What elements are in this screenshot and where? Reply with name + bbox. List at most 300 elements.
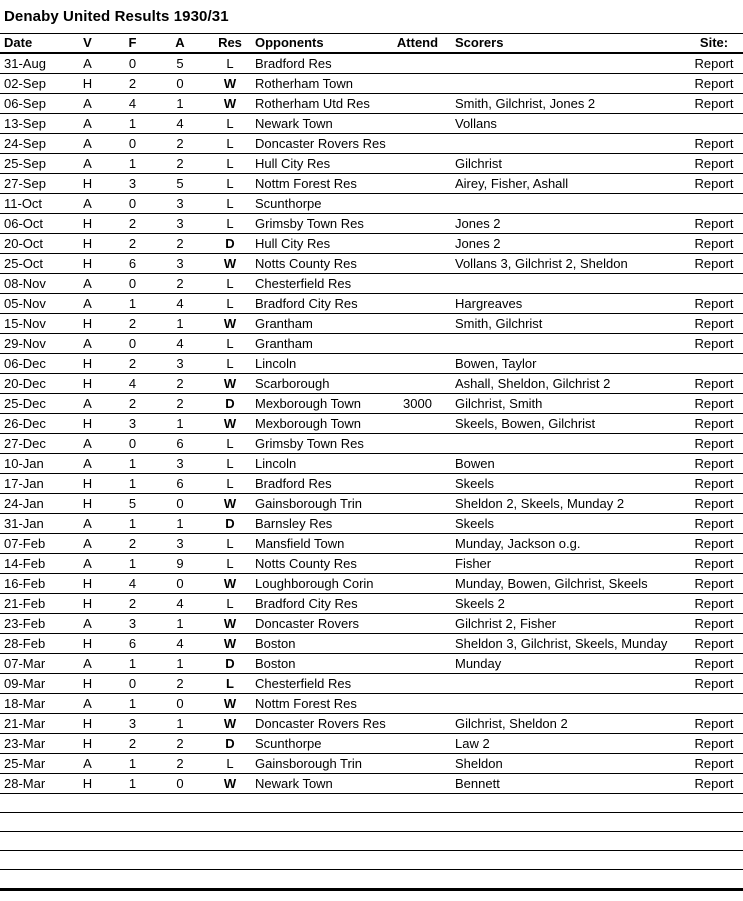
table-row (0, 134, 743, 154)
cell-goals-against: 9 (150, 554, 210, 574)
cell-venue: A (60, 134, 115, 154)
cell-result: L (210, 334, 250, 354)
cell-venue: A (60, 554, 115, 574)
cell-opponent: Bradford Res (250, 53, 390, 74)
empty-table-row (0, 813, 743, 832)
report-link[interactable]: Report (685, 434, 743, 454)
cell-result: W (210, 374, 250, 394)
cell-scorers: Skeels (445, 514, 685, 534)
cell-goals-for: 0 (115, 274, 150, 294)
cell-goals-for: 1 (115, 454, 150, 474)
table-row (0, 634, 743, 654)
report-link (685, 114, 743, 134)
cell-goals-against: 3 (150, 454, 210, 474)
cell-attendance (390, 114, 445, 134)
cell-scorers: Ashall, Sheldon, Gilchrist 2 (445, 374, 685, 394)
cell-attendance (390, 654, 445, 674)
cell-scorers: Law 2 (445, 734, 685, 754)
cell-opponent: Bradford City Res (250, 594, 390, 614)
empty-cell (0, 794, 743, 813)
cell-goals-for: 2 (115, 594, 150, 614)
cell-goals-against: 2 (150, 234, 210, 254)
cell-goals-against: 2 (150, 674, 210, 694)
cell-result: L (210, 354, 250, 374)
cell-attendance (390, 554, 445, 574)
cell-result: L (210, 534, 250, 554)
cell-venue: H (60, 634, 115, 654)
cell-result: L (210, 594, 250, 614)
cell-date: 16-Feb (0, 574, 60, 594)
cell-goals-for: 1 (115, 774, 150, 794)
cell-date: 31-Aug (0, 53, 60, 74)
report-link[interactable]: Report (685, 454, 743, 474)
cell-goals-against: 3 (150, 254, 210, 274)
cell-result: W (210, 774, 250, 794)
report-link[interactable]: Report (685, 494, 743, 514)
cell-result: L (210, 174, 250, 194)
cell-opponent: Gainsborough Trin (250, 754, 390, 774)
empty-cell (0, 832, 743, 851)
cell-goals-against: 4 (150, 594, 210, 614)
cell-attendance (390, 134, 445, 154)
cell-opponent: Grimsby Town Res (250, 434, 390, 454)
results-table-body (0, 53, 743, 890)
cell-goals-for: 2 (115, 214, 150, 234)
cell-attendance (390, 674, 445, 694)
cell-date: 28-Mar (0, 774, 60, 794)
report-link[interactable]: Report (685, 334, 743, 354)
cell-goals-against: 2 (150, 134, 210, 154)
cell-venue: A (60, 274, 115, 294)
cell-result: W (210, 314, 250, 334)
cell-opponent: Grimsby Town Res (250, 214, 390, 234)
cell-scorers: Gilchrist, Smith (445, 394, 685, 414)
cell-attendance (390, 74, 445, 94)
table-row (0, 614, 743, 634)
cell-goals-for: 2 (115, 314, 150, 334)
cell-goals-for: 6 (115, 254, 150, 274)
report-link[interactable]: Report (685, 314, 743, 334)
cell-goals-against: 5 (150, 174, 210, 194)
cell-attendance (390, 534, 445, 554)
cell-goals-against: 5 (150, 53, 210, 74)
cell-scorers: Munday, Bowen, Gilchrist, Skeels (445, 574, 685, 594)
cell-goals-for: 1 (115, 654, 150, 674)
cell-scorers (445, 53, 685, 74)
table-row (0, 354, 743, 374)
cell-goals-against: 2 (150, 754, 210, 774)
table-row (0, 194, 743, 214)
report-link[interactable]: Report (685, 754, 743, 774)
cell-date: 23-Feb (0, 614, 60, 634)
cell-goals-against: 2 (150, 394, 210, 414)
table-row (0, 554, 743, 574)
cell-result: L (210, 154, 250, 174)
report-link[interactable]: Report (685, 714, 743, 734)
cell-attendance (390, 494, 445, 514)
cell-attendance (390, 434, 445, 454)
cell-goals-against: 0 (150, 74, 210, 94)
table-row (0, 574, 743, 594)
table-row (0, 774, 743, 794)
report-link[interactable]: Report (685, 674, 743, 694)
cell-goals-against: 4 (150, 294, 210, 314)
report-link[interactable]: Report (685, 594, 743, 614)
table-row (0, 154, 743, 174)
cell-goals-for: 0 (115, 53, 150, 74)
table-row (0, 694, 743, 714)
cell-attendance (390, 734, 445, 754)
cell-result: L (210, 294, 250, 314)
cell-opponent: Rotherham Utd Res (250, 94, 390, 114)
cell-date: 21-Mar (0, 714, 60, 734)
table-row (0, 254, 743, 274)
report-link[interactable]: Report (685, 214, 743, 234)
cell-result: L (210, 134, 250, 154)
cell-result: L (210, 274, 250, 294)
cell-result: W (210, 94, 250, 114)
report-link[interactable]: Report (685, 474, 743, 494)
cell-goals-for: 3 (115, 614, 150, 634)
column-header-venue: V (60, 34, 115, 54)
report-link[interactable]: Report (685, 134, 743, 154)
cell-attendance (390, 214, 445, 234)
cell-goals-against: 1 (150, 514, 210, 534)
cell-goals-for: 1 (115, 554, 150, 574)
cell-opponent: Lincoln (250, 354, 390, 374)
cell-goals-for: 4 (115, 574, 150, 594)
cell-scorers: Sheldon (445, 754, 685, 774)
cell-venue: A (60, 754, 115, 774)
cell-scorers: Munday, Jackson o.g. (445, 534, 685, 554)
cell-date: 13-Sep (0, 114, 60, 134)
cell-scorers (445, 434, 685, 454)
cell-date: 27-Sep (0, 174, 60, 194)
cell-goals-against: 3 (150, 194, 210, 214)
report-link[interactable]: Report (685, 234, 743, 254)
cell-result: L (210, 194, 250, 214)
cell-opponent: Notts County Res (250, 554, 390, 574)
cell-opponent: Bradford City Res (250, 294, 390, 314)
table-row (0, 674, 743, 694)
cell-venue: A (60, 654, 115, 674)
column-header-attend: Attend (390, 34, 445, 54)
cell-goals-against: 4 (150, 334, 210, 354)
cell-opponent: Gainsborough Trin (250, 494, 390, 514)
cell-goals-for: 4 (115, 94, 150, 114)
cell-date: 24-Jan (0, 494, 60, 514)
cell-goals-against: 0 (150, 694, 210, 714)
report-link[interactable]: Report (685, 734, 743, 754)
cell-result: L (210, 674, 250, 694)
table-row (0, 514, 743, 534)
column-header-opponents: Opponents (250, 34, 390, 54)
cell-venue: H (60, 254, 115, 274)
cell-scorers (445, 194, 685, 214)
report-link[interactable]: Report (685, 774, 743, 794)
cell-venue: H (60, 354, 115, 374)
cell-venue: H (60, 314, 115, 334)
cell-opponent: Chesterfield Res (250, 274, 390, 294)
cell-goals-for: 0 (115, 334, 150, 354)
cell-goals-for: 2 (115, 734, 150, 754)
cell-venue: A (60, 614, 115, 634)
cell-result: W (210, 614, 250, 634)
table-row (0, 314, 743, 334)
empty-cell (0, 851, 743, 870)
cell-date: 25-Sep (0, 154, 60, 174)
cell-date: 09-Mar (0, 674, 60, 694)
cell-result: L (210, 53, 250, 74)
cell-date: 17-Jan (0, 474, 60, 494)
cell-opponent: Loughborough Corin (250, 574, 390, 594)
table-row (0, 594, 743, 614)
cell-scorers: Vollans (445, 114, 685, 134)
cell-attendance (390, 694, 445, 714)
cell-scorers: Sheldon 2, Skeels, Munday 2 (445, 494, 685, 514)
cell-goals-for: 1 (115, 694, 150, 714)
column-header-scorers: Scorers (445, 34, 685, 54)
cell-goals-against: 2 (150, 374, 210, 394)
cell-scorers (445, 134, 685, 154)
cell-result: W (210, 714, 250, 734)
cell-result: W (210, 694, 250, 714)
table-row (0, 174, 743, 194)
cell-goals-against: 0 (150, 774, 210, 794)
report-link[interactable]: Report (685, 654, 743, 674)
cell-goals-against: 2 (150, 274, 210, 294)
cell-date: 06-Oct (0, 214, 60, 234)
cell-venue: A (60, 454, 115, 474)
cell-scorers: Smith, Gilchrist (445, 314, 685, 334)
cell-venue: H (60, 594, 115, 614)
cell-date: 21-Feb (0, 594, 60, 614)
cell-venue: A (60, 534, 115, 554)
cell-scorers: Fisher (445, 554, 685, 574)
cell-result: L (210, 554, 250, 574)
empty-cell (0, 870, 743, 890)
cell-goals-against: 4 (150, 634, 210, 654)
table-row (0, 74, 743, 94)
cell-opponent: Doncaster Rovers Res (250, 714, 390, 734)
cell-date: 28-Feb (0, 634, 60, 654)
cell-opponent: Grantham (250, 334, 390, 354)
page-title: Denaby United Results 1930/31 (4, 8, 229, 25)
empty-table-row (0, 794, 743, 813)
cell-goals-for: 1 (115, 154, 150, 174)
table-row (0, 214, 743, 234)
report-link[interactable]: Report (685, 514, 743, 534)
cell-goals-for: 0 (115, 674, 150, 694)
cell-goals-for: 2 (115, 354, 150, 374)
table-row (0, 494, 743, 514)
cell-opponent: Boston (250, 634, 390, 654)
cell-opponent: Scunthorpe (250, 734, 390, 754)
cell-date: 25-Dec (0, 394, 60, 414)
cell-opponent: Nottm Forest Res (250, 174, 390, 194)
cell-scorers: Skeels 2 (445, 594, 685, 614)
report-link[interactable]: Report (685, 534, 743, 554)
cell-opponent: Scunthorpe (250, 194, 390, 214)
header-row (0, 34, 743, 54)
cell-attendance (390, 414, 445, 434)
cell-opponent: Newark Town (250, 774, 390, 794)
cell-attendance (390, 274, 445, 294)
cell-date: 07-Feb (0, 534, 60, 554)
cell-venue: H (60, 74, 115, 94)
report-link[interactable]: Report (685, 174, 743, 194)
report-link (685, 694, 743, 714)
cell-scorers: Hargreaves (445, 294, 685, 314)
table-row (0, 394, 743, 414)
cell-scorers (445, 334, 685, 354)
cell-result: D (210, 654, 250, 674)
cell-scorers: Skeels (445, 474, 685, 494)
cell-attendance (390, 254, 445, 274)
table-row (0, 53, 743, 74)
cell-result: D (210, 514, 250, 534)
cell-opponent: Boston (250, 654, 390, 674)
cell-goals-against: 6 (150, 434, 210, 454)
cell-goals-for: 1 (115, 754, 150, 774)
cell-attendance (390, 774, 445, 794)
cell-date: 20-Dec (0, 374, 60, 394)
cell-result: D (210, 394, 250, 414)
cell-opponent: Barnsley Res (250, 514, 390, 534)
cell-venue: A (60, 434, 115, 454)
report-link[interactable]: Report (685, 554, 743, 574)
cell-opponent: Scarborough (250, 374, 390, 394)
report-link[interactable]: Report (685, 414, 743, 434)
cell-opponent: Bradford Res (250, 474, 390, 494)
cell-date: 05-Nov (0, 294, 60, 314)
column-header-result: Res (210, 34, 250, 54)
cell-attendance (390, 454, 445, 474)
cell-date: 06-Dec (0, 354, 60, 374)
report-link (685, 194, 743, 214)
report-link[interactable]: Report (685, 394, 743, 414)
report-link (685, 274, 743, 294)
cell-goals-for: 0 (115, 134, 150, 154)
cell-attendance (390, 374, 445, 394)
cell-attendance (390, 94, 445, 114)
report-link[interactable]: Report (685, 374, 743, 394)
cell-attendance (390, 714, 445, 734)
empty-table-row (0, 851, 743, 870)
report-link[interactable]: Report (685, 614, 743, 634)
cell-goals-for: 0 (115, 194, 150, 214)
report-link[interactable]: Report (685, 94, 743, 114)
cell-opponent: Chesterfield Res (250, 674, 390, 694)
cell-result: L (210, 214, 250, 234)
cell-venue: A (60, 694, 115, 714)
table-row (0, 734, 743, 754)
cell-scorers: Airey, Fisher, Ashall (445, 174, 685, 194)
cell-scorers: Gilchrist, Sheldon 2 (445, 714, 685, 734)
cell-goals-for: 0 (115, 434, 150, 454)
cell-attendance (390, 754, 445, 774)
cell-attendance (390, 53, 445, 74)
column-header-against: A (150, 34, 210, 54)
cell-venue: H (60, 374, 115, 394)
table-row (0, 454, 743, 474)
cell-date: 23-Mar (0, 734, 60, 754)
table-row (0, 414, 743, 434)
report-link[interactable]: Report (685, 254, 743, 274)
cell-date: 06-Sep (0, 94, 60, 114)
table-row (0, 534, 743, 554)
report-link[interactable]: Report (685, 74, 743, 94)
table-row (0, 754, 743, 774)
cell-opponent: Hull City Res (250, 234, 390, 254)
table-row (0, 94, 743, 114)
cell-date: 10-Jan (0, 454, 60, 474)
column-header-date: Date (0, 34, 60, 54)
cell-goals-against: 1 (150, 654, 210, 674)
cell-scorers (445, 674, 685, 694)
cell-scorers: Munday (445, 654, 685, 674)
cell-goals-for: 3 (115, 174, 150, 194)
table-row (0, 334, 743, 354)
cell-scorers: Sheldon 3, Gilchrist, Skeels, Munday (445, 634, 685, 654)
cell-date: 02-Sep (0, 74, 60, 94)
cell-goals-for: 2 (115, 234, 150, 254)
results-table (0, 33, 743, 891)
cell-goals-against: 2 (150, 154, 210, 174)
cell-venue: H (60, 494, 115, 514)
table-row (0, 714, 743, 734)
cell-venue: A (60, 114, 115, 134)
cell-attendance (390, 574, 445, 594)
cell-goals-against: 6 (150, 474, 210, 494)
cell-result: W (210, 74, 250, 94)
cell-result: D (210, 734, 250, 754)
report-link[interactable]: Report (685, 294, 743, 314)
cell-goals-against: 3 (150, 354, 210, 374)
report-link[interactable]: Report (685, 154, 743, 174)
cell-attendance: 3000 (390, 394, 445, 414)
report-link (685, 354, 743, 374)
cell-attendance (390, 634, 445, 654)
report-link[interactable]: Report (685, 53, 743, 74)
cell-opponent: Nottm Forest Res (250, 694, 390, 714)
report-link[interactable]: Report (685, 634, 743, 654)
cell-goals-for: 2 (115, 534, 150, 554)
results-table-header (0, 34, 743, 54)
cell-date: 07-Mar (0, 654, 60, 674)
cell-goals-against: 0 (150, 574, 210, 594)
cell-result: W (210, 574, 250, 594)
cell-attendance (390, 194, 445, 214)
cell-attendance (390, 514, 445, 534)
cell-goals-against: 3 (150, 214, 210, 234)
empty-table-row (0, 832, 743, 851)
cell-venue: H (60, 414, 115, 434)
cell-date: 25-Mar (0, 754, 60, 774)
cell-venue: A (60, 394, 115, 414)
cell-result: W (210, 494, 250, 514)
cell-scorers: Gilchrist 2, Fisher (445, 614, 685, 634)
cell-attendance (390, 294, 445, 314)
cell-scorers: Bowen, Taylor (445, 354, 685, 374)
cell-result: W (210, 414, 250, 434)
report-link[interactable]: Report (685, 574, 743, 594)
table-row (0, 234, 743, 254)
cell-scorers: Skeels, Bowen, Gilchrist (445, 414, 685, 434)
cell-date: 26-Dec (0, 414, 60, 434)
empty-table-row (0, 870, 743, 890)
cell-scorers: Jones 2 (445, 234, 685, 254)
